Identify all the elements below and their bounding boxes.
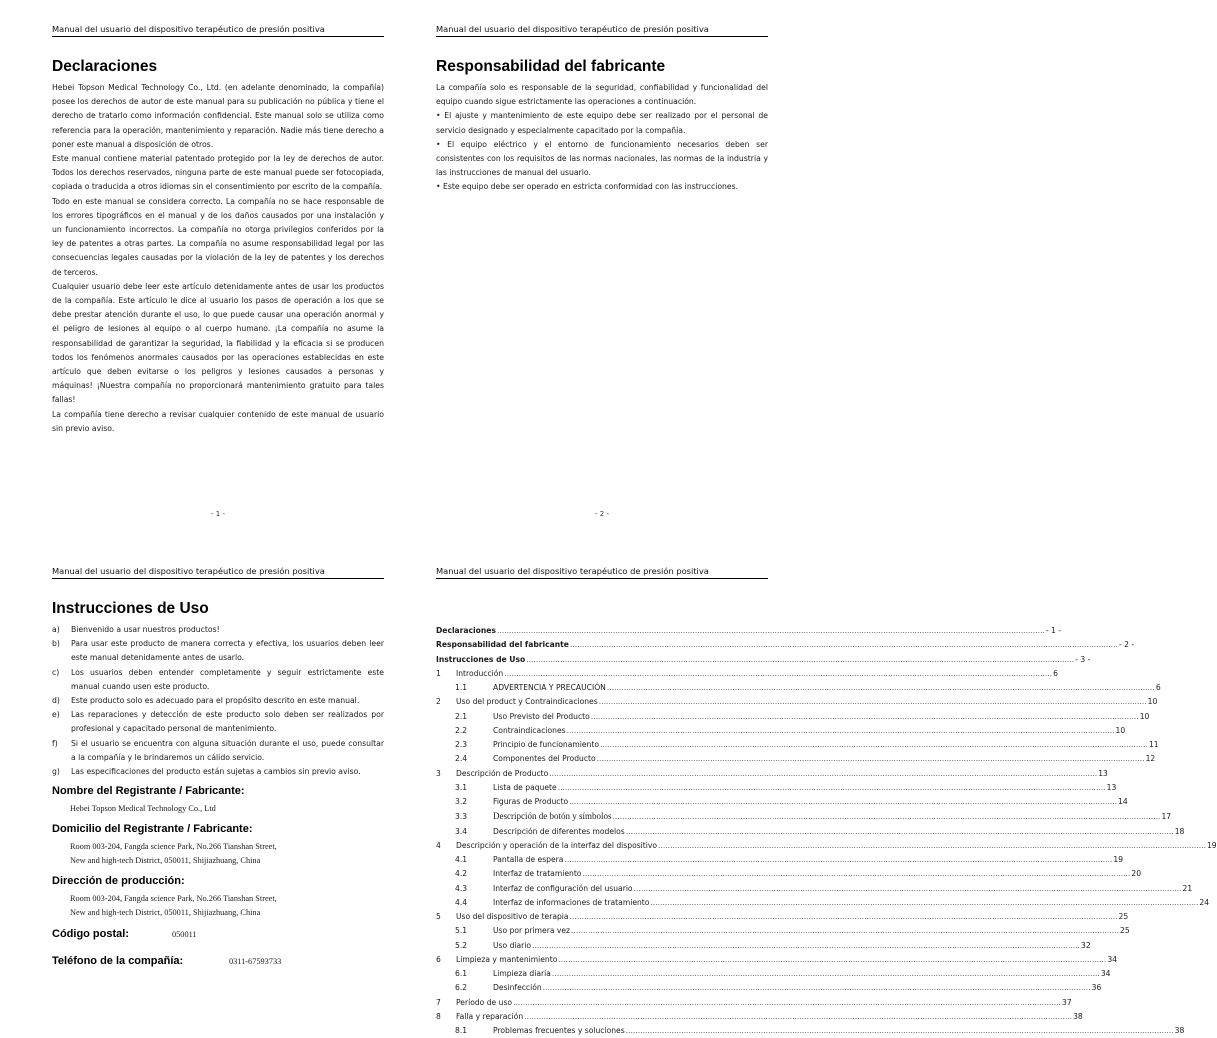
list-item [52, 694, 384, 708]
toc-entry[interactable] [436, 653, 1091, 667]
paragraph: Todo en este manual se considera correcto. La compañía no se hace responsable de los errores tipográficos en el manual y de los daños causados por una instalación y un funcionamiento incorrectos. La compañía no otorga privilegios conferidos por la ley de patentes a otras partes. La compañía no asume responsabilidad legal por las consecuencias legales causadas por la violación de la ley de patentes y los derechos de terceros. [52, 196, 384, 277]
toc-leader-dots [658, 839, 1206, 853]
toc-entry-number: 3 [436, 768, 441, 778]
address-line: New and high-tech District, 050011, Shijiazhuang, China [70, 908, 261, 918]
address-block [70, 840, 384, 869]
page-number: - 1 - [211, 510, 225, 518]
toc-leader-dots [558, 953, 1106, 967]
toc-entry-title: Descripción de botón y símbolos [493, 811, 612, 822]
toc-entry-number: 8.1 [455, 1026, 468, 1035]
toc-entry-title: Limpieza y mantenimiento [456, 954, 558, 964]
toc-entry-number: 4.4 [455, 897, 468, 907]
toc-entry[interactable] [436, 710, 1150, 724]
toc-entry[interactable] [436, 624, 1062, 638]
toc-entry[interactable] [436, 724, 1126, 738]
toc-leader-dots [543, 981, 1091, 995]
list-item [52, 666, 384, 694]
toc-entry-number: 2.2 [455, 725, 468, 735]
toc-entry[interactable] [436, 853, 1124, 867]
list-letter: c) [52, 667, 60, 677]
paragraph: Cualquier usuario debe leer este artículo detenidamente antes de usar los productos de la compañía. Este artículo le dice al usuario los pasos de operación a los que se debe prestar atención durante el uso, lo que puede causar una operación anormal y el peligro de lesiones al equipo o al cuerpo humano. ¡La compañía no asume la responsabilidad de garantizar la seguridad, la fiabilidad y la eficacia si se producen todos los fenómenos anormales causados por las operaciones establecidas en este artículo que deben evitarse o los peligros y lesiones causados a personas y máquinas! ¡Nuestra compañía no proporcionará mantenimiento gratuito para tales fallas! [52, 281, 384, 405]
toc-entry-title: Interfaz de configuración del usuario [493, 883, 633, 893]
toc-entry[interactable] [436, 924, 1130, 938]
toc-entry-title: Uso diario [493, 940, 532, 950]
toc-leader-dots [524, 1010, 1072, 1024]
toc-entry-number: 4 [436, 840, 441, 850]
postal-row [52, 926, 384, 943]
toc-entry-page: 10 [1147, 697, 1158, 707]
toc-leader-dots [569, 795, 1117, 809]
toc-entry-title: Pantalla de espera [493, 855, 564, 864]
paragraph: La compañía solo es responsable de la seguridad, confiabilidad y funcionalidad del equipo cuando sigue estrictamente las operaciones a continuación. [436, 83, 768, 107]
list-item [52, 737, 384, 765]
toc-leader-dots [570, 910, 1118, 924]
toc-entry-page: 25 [1120, 926, 1130, 936]
toc-leader-dots [650, 896, 1198, 910]
address-line: Room 003-204, Fangda science Park, No.266 Tianshan Street, [70, 893, 277, 903]
toc-entry-title: Responsabilidad del fabricante [436, 640, 569, 650]
toc-leader-dots [571, 924, 1119, 938]
toc-entry-page: - 1 - [1045, 626, 1062, 635]
toc-entry-number: 6 [436, 954, 441, 964]
toc-entry[interactable] [436, 939, 1091, 953]
running-header: Manual del usuario del dispositivo terapéutico de presión positiva [52, 564, 384, 579]
phone-number: 0311-67593733 [229, 956, 282, 966]
toc-entry-page: 13 [1098, 768, 1108, 778]
production-address-block [70, 892, 384, 921]
toc-entry-number: 4.1 [455, 855, 468, 864]
toc-entry-page: 19 [1206, 840, 1217, 850]
toc-entry[interactable] [436, 996, 1072, 1010]
toc-entry-page: 32 [1081, 940, 1091, 950]
toc-entry-title: Descripción de Producto [456, 768, 549, 778]
toc-entry-title: Interfaz de informaciones de tratamiento [493, 897, 650, 907]
toc-leader-dots [532, 939, 1080, 953]
toc-leader-dots [613, 810, 1161, 824]
toc-leader-dots [564, 853, 1112, 867]
postal-code: 050011 [172, 929, 197, 939]
toc-entry-number: 3.3 [455, 812, 468, 822]
toc-entry-title: Descripción y operación de la interfaz del dispositivo [456, 840, 658, 850]
phone-heading: Teléfono de la compañía: [52, 954, 184, 967]
toc-entry-title: Principio de funcionamiento [493, 740, 599, 749]
list-text: Para usar este producto de manera correcta y efectiva, los usuarios deben leer este manual detenidamente antes de usarlo. [71, 639, 384, 663]
toc-entry[interactable] [436, 781, 1117, 795]
toc-entry-title: Desinfección [493, 983, 542, 993]
toc-entry-number: 6.1 [455, 969, 468, 978]
list-letter: g) [52, 767, 60, 777]
toc-entry-number: 3.1 [455, 782, 468, 792]
toc-entry[interactable] [436, 795, 1128, 809]
toc-leader-dots [626, 1024, 1174, 1038]
toc-leader-dots [570, 638, 1118, 652]
toc-leader-dots [504, 667, 1052, 681]
toc-entry-number: 6.2 [455, 983, 468, 993]
toc-entry-page: - 3 - [1075, 654, 1091, 664]
toc-entry-page: 34 [1100, 969, 1111, 978]
paragraph: Este manual contiene material patentado protegido por la ley de derechos de autor. Todos los derechos reservados, ninguna parte de este manual puede ser fotocopiada, copiada o traducida a otros idiomas sin el consentimiento por escrito de la compañía. [52, 154, 384, 192]
running-header: Manual del usuario del dispositivo terapéutico de presión positiva [436, 564, 768, 579]
toc-entry[interactable] [436, 752, 1156, 766]
toc-entry-title: Lista de paquete [493, 782, 557, 792]
toc-leader-dots [599, 695, 1147, 709]
toc-entry-title: Interfaz de tratamiento [493, 869, 582, 879]
toc-entry-page: - 2 - [1118, 640, 1135, 650]
toc-entry-title: Limpieza diaria [493, 969, 551, 978]
production-heading: Dirección de producción: [52, 874, 185, 887]
toc-entry-title: Período de uso [456, 997, 513, 1007]
toc-entry-page: 14 [1118, 797, 1128, 806]
toc-entry-number: 1.1 [455, 683, 468, 692]
instructions-list [52, 623, 384, 779]
toc-leader-dots [600, 738, 1148, 752]
paragraph: La compañía tiene derecho a revisar cualquier contenido de este manual de usuario sin previo aviso. [52, 409, 384, 433]
toc-leader-dots [567, 724, 1115, 738]
running-header: Manual del usuario del dispositivo terapéutico de presión positiva [436, 22, 768, 37]
toc-entry-page: 12 [1145, 754, 1156, 764]
list-item [52, 708, 384, 736]
toc-entry-number: 2.4 [455, 754, 468, 764]
toc-leader-dots [634, 882, 1182, 896]
list-letter: f) [52, 738, 58, 748]
section-title: Declaraciones [52, 58, 158, 75]
list-letter: a) [52, 625, 60, 634]
list-text: Este producto solo es adecuado para el propósito descrito en este manual. [71, 696, 360, 706]
toc-entry-title: Uso Previsto del Producto [493, 711, 590, 721]
toc-entry[interactable] [436, 681, 1161, 695]
address-line: Room 003-204, Fangda science Park, No.266 Tianshan Street, [70, 841, 277, 851]
toc-entry-page: 11 [1148, 740, 1159, 749]
toc-entry-page: 20 [1131, 869, 1142, 879]
toc-leader-dots [626, 825, 1174, 839]
list-text: Si el usuario se encuentra con alguna situación durante el uso, puede consultar a la compañía y le brindaremos un cálido servicio. [71, 738, 384, 762]
list-letter: e) [52, 710, 60, 720]
section-title: Instrucciones de Uso [52, 600, 209, 617]
toc-leader-dots [552, 967, 1100, 981]
toc-entry[interactable] [436, 825, 1185, 839]
toc-entry[interactable] [436, 910, 1129, 924]
section-title: Responsabilidad del fabricante [436, 58, 666, 75]
toc-entry-page: 38 [1073, 1011, 1083, 1021]
toc-entry-page: 36 [1091, 983, 1102, 993]
running-header: Manual del usuario del dispositivo terapéutico de presión positiva [52, 22, 384, 37]
toc-entry-number: 1 [436, 668, 441, 678]
toc-entry-page: 38 [1174, 1026, 1185, 1035]
toc-list [436, 624, 1217, 1038]
toc-entry[interactable] [436, 695, 1158, 709]
toc-entry-title: Descripción de diferentes modelos [493, 826, 625, 836]
toc-leader-dots [513, 996, 1061, 1010]
toc-entry-number: 5.2 [455, 940, 468, 950]
toc-leader-dots [558, 781, 1106, 795]
toc-entry-title: Componentes del Producto [493, 754, 596, 764]
paragraph: • Este equipo debe ser operado en estricta conformidad con las instrucciones. [436, 182, 739, 192]
toc-entry-page: 10 [1139, 711, 1150, 721]
toc-entry[interactable] [436, 882, 1193, 896]
toc-entry[interactable] [436, 967, 1111, 981]
toc-entry[interactable] [436, 809, 1172, 824]
toc-entry-page: 13 [1106, 782, 1117, 792]
toc-entry-title: Instrucciones de Uso [436, 654, 526, 664]
paragraph: • El ajuste y mantenimiento de este equipo debe ser realizado por el personal de servicio designado y especialmente capacitado por la compañía. [436, 111, 768, 135]
toc-entry-title: Falla y reparación [456, 1011, 524, 1021]
toc-entry-page: 24 [1199, 897, 1210, 907]
toc-entry[interactable] [436, 1024, 1185, 1038]
toc-entry-title: Uso del product y Contraindicaciones [456, 697, 598, 707]
toc-leader-dots [497, 624, 1045, 638]
list-text: Los usuarios deben entender completamente y seguir estrictamente este manual cuando usen este producto. [71, 667, 384, 691]
address-line: New and high-tech District, 050011, Shijiazhuang, China [70, 856, 261, 866]
toc-leader-dots [591, 710, 1139, 724]
toc-entry-number: 4.3 [455, 883, 468, 893]
toc-entry[interactable] [436, 953, 1117, 967]
paragraph: • El equipo eléctrico y el entorno de funcionamiento necesarios deben ser consistentes con los requisitos de las normas nacionales, las normas de la industria y las instrucciones de manual del usuario. [436, 139, 768, 178]
toc-entry-title: ADVERTENCIA Y PRECAUCIÓN [493, 683, 606, 692]
address-heading: Domicilio del Registrante / Fabricante: [52, 822, 253, 835]
toc-entry-page: 6 [1155, 683, 1161, 692]
toc-entry[interactable] [436, 981, 1102, 995]
toc-entry-page: 18 [1174, 826, 1185, 836]
toc-entry-title: Problemas frecuentes y soluciones [493, 1026, 625, 1035]
page-number: - 2 - [595, 510, 609, 518]
toc-entry[interactable] [436, 839, 1217, 853]
registrant-name: Hebei Topson Medical Technology Co., Ltd [70, 804, 216, 814]
toc-entry-number: 7 [436, 997, 441, 1007]
toc-leader-dots [549, 767, 1097, 781]
toc-entry[interactable] [436, 867, 1142, 881]
toc-entry-number: 2.3 [455, 740, 468, 749]
toc-entry-title: Introducción [456, 668, 504, 678]
toc-leader-dots [582, 867, 1130, 881]
page-declaraciones [52, 22, 384, 518]
toc-entry-title: Uso por primera vez [493, 926, 571, 936]
toc-entry[interactable] [436, 896, 1210, 910]
list-item [52, 765, 384, 779]
list-text: Bienvenido a usar nuestros productos! [71, 625, 220, 634]
toc-entry-number: 2.1 [455, 711, 468, 721]
toc-leader-dots [526, 653, 1074, 667]
toc-entry[interactable] [436, 667, 1058, 681]
toc-entry-number: 3.2 [455, 797, 468, 806]
list-letter: b) [52, 639, 60, 649]
list-text: Las especificaciones del producto están sujetas a cambios sin previo aviso. [71, 767, 361, 777]
toc-entry-title: Declaraciones [436, 626, 496, 635]
toc-entry-page: 37 [1062, 997, 1072, 1007]
toc-entry-page: 21 [1182, 883, 1193, 893]
toc-leader-dots [597, 752, 1145, 766]
list-item [52, 623, 384, 637]
toc-entry[interactable] [436, 767, 1108, 781]
list-item [52, 637, 384, 665]
toc-entry-page: 34 [1107, 954, 1117, 964]
page-responsabilidad [436, 22, 768, 518]
toc-entry-number: 2 [436, 697, 441, 707]
list-letter: d) [52, 696, 60, 706]
phone-row [52, 953, 384, 970]
page-table-of-contents [436, 564, 1217, 1035]
toc-entry[interactable] [436, 738, 1159, 752]
toc-entry-page: 25 [1118, 912, 1129, 921]
toc-entry-number: 8 [436, 1011, 441, 1021]
toc-leader-dots [607, 681, 1155, 695]
toc-entry-title: Contraindicaciones [493, 725, 566, 735]
registrant-heading: Nombre del Registrante / Fabricante: [52, 785, 245, 798]
toc-entry-number: 3.4 [455, 826, 468, 836]
toc-entry-page: 10 [1115, 725, 1126, 735]
toc-entry-title: Figuras de Producto [493, 797, 569, 806]
list-text: Las reparaciones y detección de este producto solo deben ser realizados por profesional y capacitado personal de mantenimiento. [71, 710, 384, 734]
toc-entry-number: 5 [436, 912, 441, 921]
paragraph: Hebei Topson Medical Technology Co., Ltd. (en adelante denominado, la compañía) posee los derechos de autor de este manual para su publicación no pública y tiene el derecho de tratarlo como información confidencial. Este manual solo se utiliza como referencia para la operación, mantenimiento y reparación. Nadie más tiene derecho a poner este manual a disposición de otros. [52, 83, 384, 149]
toc-entry-page: 19 [1113, 855, 1124, 864]
toc-entry[interactable] [436, 638, 1135, 652]
page-instrucciones [52, 564, 384, 1024]
postal-heading: Código postal: [52, 927, 129, 940]
toc-entry-number: 5.1 [455, 926, 468, 936]
toc-entry-number: 4.2 [455, 869, 468, 879]
toc-entry-page: 17 [1161, 812, 1172, 822]
toc-entry[interactable] [436, 1010, 1083, 1024]
toc-entry-page: 6 [1053, 668, 1058, 678]
toc-entry-title: Uso del dispositivo de terapia [456, 912, 569, 921]
